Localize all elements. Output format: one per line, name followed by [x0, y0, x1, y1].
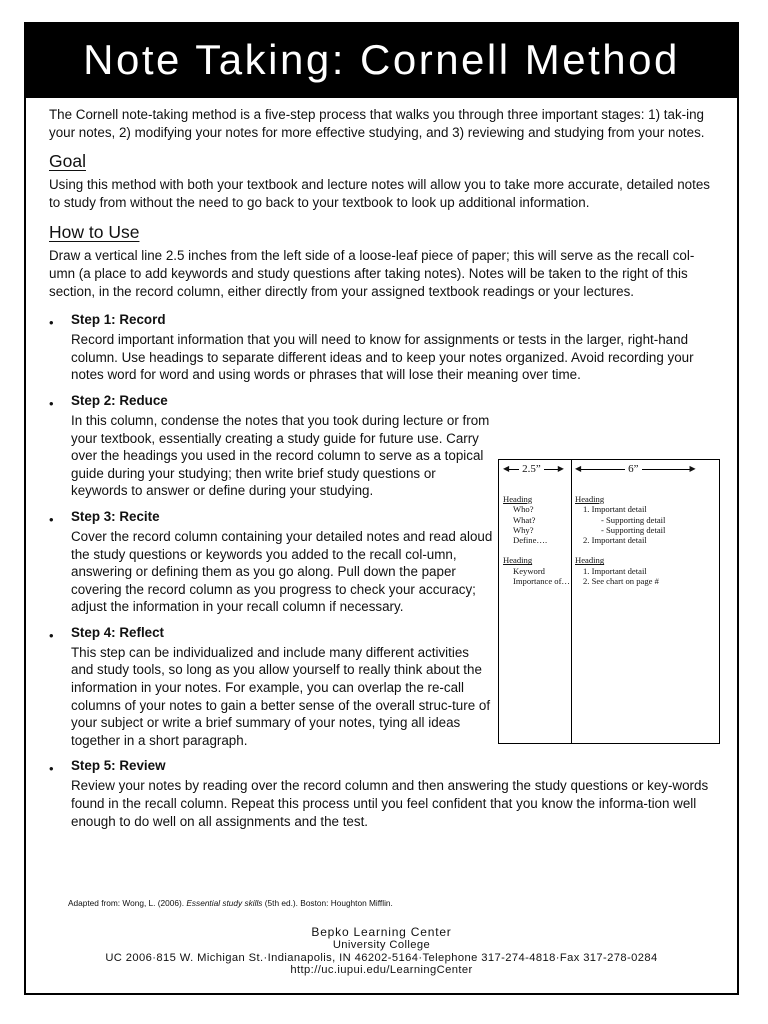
website-url: http://uc.iupui.edu/LearningCenter	[290, 964, 473, 977]
title-banner	[24, 22, 739, 98]
right-width-label: 6”	[628, 463, 639, 475]
citation-prefix: Adapted from: Wong, L. (2006).	[68, 898, 187, 908]
center-name: Bepko Learning Center	[311, 925, 452, 939]
record-item: 1. Important detail	[583, 565, 647, 576]
arrow-left-icon: ◀	[503, 464, 510, 473]
citation-suffix: (5th ed.). Boston: Houghton Mifflin.	[262, 898, 393, 908]
step-title: Step 5: Review	[71, 758, 166, 774]
left-width-label: 2.5”	[522, 463, 541, 475]
recall-heading: Heading	[503, 494, 533, 504]
recall-item: Who?	[513, 504, 534, 515]
left-width-marker	[503, 463, 569, 475]
recall-item: Importance of…	[513, 576, 571, 587]
recall-item: Keyword	[513, 565, 545, 576]
step-title: Step 2: Reduce	[71, 392, 168, 408]
page-title: Note Taking: Cornell Method	[83, 36, 680, 83]
record-column-sample	[575, 494, 665, 586]
recall-column-sample	[503, 494, 570, 586]
step-text: Record important information that you will need to know for assignments or tests in the larger, right-hand column. Use headings to separate different ideas and to keep your notes organized. Avoid recording your notes word for word and using words or phrases that will lose their meaning over time.	[71, 332, 694, 383]
record-subitem: - Supporting detail	[601, 524, 666, 535]
arrow-left-icon: ◀	[575, 464, 582, 473]
record-item: 2. See chart on page #	[583, 576, 659, 587]
recall-item: Why?	[513, 524, 534, 535]
right-width-marker	[575, 463, 717, 475]
college-name: University College	[332, 938, 431, 951]
step-text: Cover the record column containing your detailed notes and read aloud the study questions or keywords you added to the recall col-umn, answering or defining them as you go along. Pull down the paper covering the record column as you progress to check your accuracy; adjust the information in your recall column if necessary.	[71, 528, 493, 615]
step-review	[49, 757, 717, 830]
bullet-icon: •	[49, 511, 54, 527]
step-title: Step 1: Record	[71, 312, 166, 328]
record-item: 2. Important detail	[583, 535, 647, 546]
cornell-layout-diagram	[498, 459, 720, 744]
recall-item: What?	[513, 514, 536, 525]
step-title: Step 4: Reflect	[71, 624, 165, 640]
goal-heading: Goal	[49, 151, 86, 172]
record-item: 1. Important detail	[583, 504, 647, 515]
step-text: In this column, condense the notes that you took during lecture or from your textbook, essentially creating a study guide for future use. Carry over the headings you used in the record column to serve as a topical guide during your studying; then write brief study questions or keywords to answer or define during your studying.	[71, 412, 490, 499]
arrow-right-icon: ▶	[689, 464, 696, 473]
citation-book: Essential study skills	[186, 898, 263, 908]
bullet-icon: •	[49, 395, 54, 411]
step-record	[49, 311, 717, 384]
record-heading: Heading	[575, 555, 605, 566]
bullet-icon: •	[49, 315, 54, 331]
arrow-right-icon: ▶	[557, 464, 564, 473]
step-title: Step 3: Recite	[71, 508, 160, 524]
bullet-icon: •	[49, 761, 54, 777]
citation	[68, 898, 393, 908]
goal-paragraph: Using this method with both your textbook and lecture notes will allow you to take more accurate, detailed notes to study from without the need to go back to your textbook to look up additional information.	[49, 177, 710, 210]
how-to-use-heading: How to Use	[49, 222, 140, 243]
recall-heading: Heading	[503, 555, 533, 566]
how-to-use-paragraph: Draw a vertical line 2.5 inches from the left side of a loose-leaf piece of paper; this will serve as the recall col-umn (a place to add keywords and study questions after taking notes). Notes will be taken to the right of this section, in the record column, either directly from your assigned textbook readings or your lectures.	[49, 248, 695, 299]
recall-item: Define….	[513, 535, 548, 546]
bullet-icon: •	[49, 627, 54, 643]
address-line: UC 2006·815 W. Michigan St.·Indianapolis, IN 46202-5164·Telephone 317-274-4818·Fax 317-278-0284	[105, 951, 658, 964]
intro-paragraph: The Cornell note-taking method is a five-step process that walks you through three important stages: 1) tak-ing your notes, 2) modifying your notes for more effective studying, and 3) reviewing and studying from your notes.	[49, 107, 705, 140]
record-subitem: - Supporting detail	[601, 514, 666, 525]
step-text: Review your notes by reading over the record column and then answering the study questions or key-words found in the recall column. Repeat this process until you feel confident that you know the informa-tion well enough to do well on all assignments and the test.	[71, 778, 709, 829]
step-text: This step can be individualized and include many different activities and study tools, so long as you allow yourself to really think about the information in your notes. For example, you can overlap the re-call columns of your notes to gain a better sense of the overall struc-ture of your subject or write a brief summary of your notes, tying all ideas together in a short paragraph.	[71, 644, 491, 748]
record-heading: Heading	[575, 494, 605, 504]
column-divider	[571, 460, 572, 743]
footer	[24, 926, 739, 977]
